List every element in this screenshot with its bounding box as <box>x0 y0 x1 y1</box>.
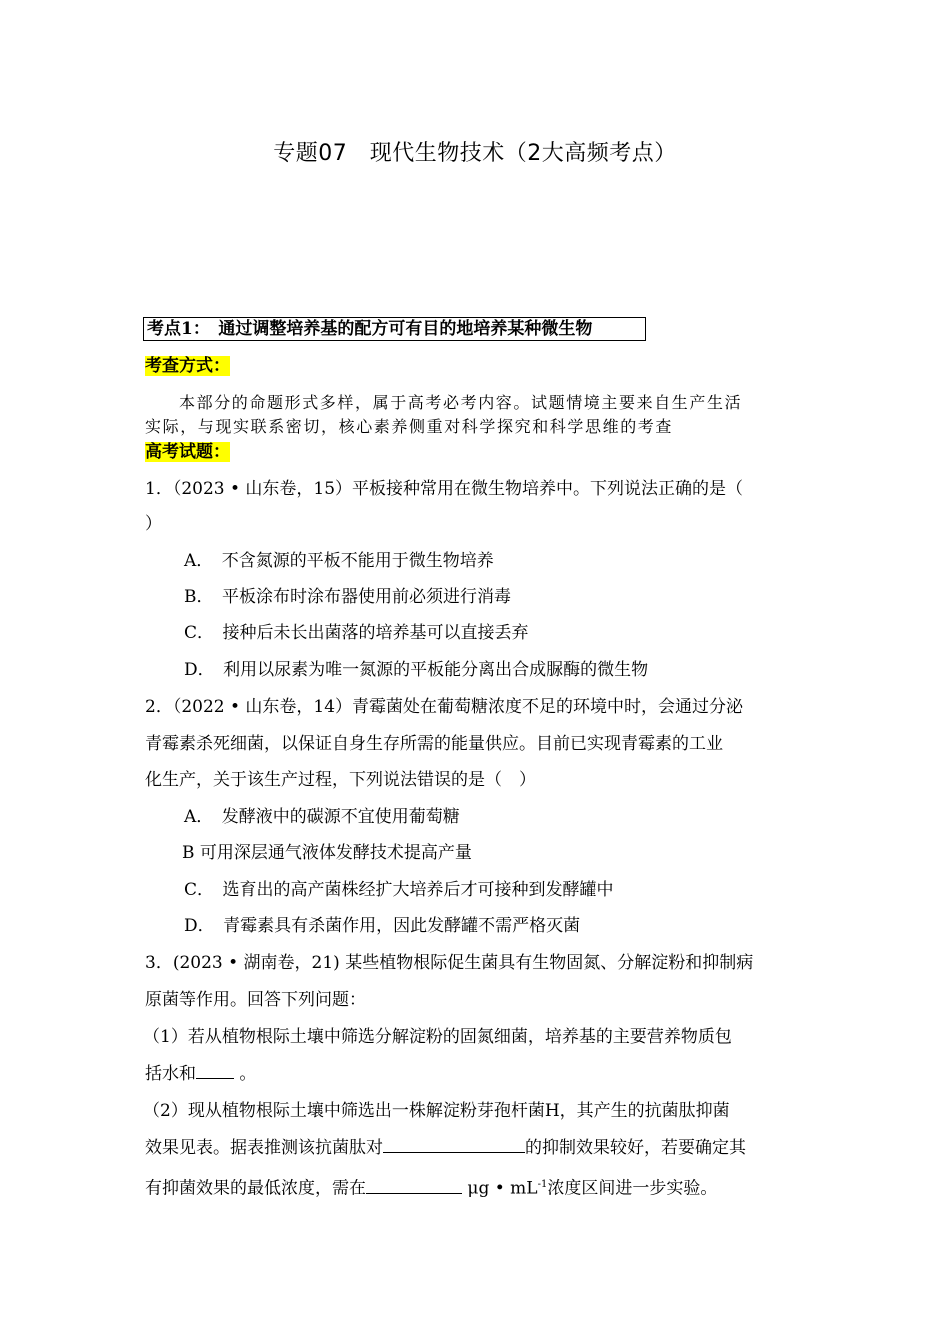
q3-part2-text-b: 的抑制效果较好，若要确定其 <box>525 1138 746 1158</box>
q2-stem-line-1: 2．（2022 • 山东卷，14）青霉菌处在葡萄糖浓度不足的环境中时，会通过分泌 <box>145 697 744 717</box>
q2-option-c: C． 选育出的高产菌株经扩大培养后才可接种到发酵罐中 <box>184 880 614 900</box>
kaodian-heading: 考点1： 通过调整培养基的配方可有目的地培养某种微生物 <box>147 319 593 339</box>
q2-stem-line-3: 化生产，关于该生产过程，下列说法错误的是（ ） <box>145 770 536 790</box>
page-title: 专题07 现代生物技术（2大高频考点） <box>273 141 677 166</box>
q3-part1-text-b: 。 <box>234 1064 257 1084</box>
q1-stem-line-1: 1．（2023 • 山东卷，15）平板接种常用在微生物培养中。下列说法正确的是（ <box>145 479 744 499</box>
q3-part1-line-1: （1）若从植物根际土壤中筛选分解淀粉的固氮细菌，培养基的主要营养物质包 <box>143 1027 732 1047</box>
q3-part2-line-1: （2）现从植物根际土壤中筛选出一株解淀粉芽孢杆菌H，其产生的抗菌肽抑菌 <box>143 1101 730 1121</box>
q3-part2-text-c: 有抑菌效果的最低浓度，需在 <box>145 1178 366 1199</box>
q1-option-c: C． 接种后未长出菌落的培养基可以直接丢弃 <box>184 623 529 643</box>
q3-part2-text-a: 效果见表。据表推测该抗菌肽对 <box>145 1138 383 1158</box>
intro-line-1: 本部分的命题形式多样，属于高考必考内容。试题情境主要来自生产生活 <box>179 393 743 412</box>
q2-option-b: B 可用深层通气液体发酵技术提高产量 <box>182 843 472 863</box>
q3-part1-answer-blank[interactable] <box>196 1064 234 1079</box>
q2-option-d: D． 青霉素具有杀菌作用，因此发酵罐不需严格灭菌 <box>184 916 581 936</box>
q3-part2-answer-blank-2[interactable] <box>366 1179 462 1194</box>
q3-part2-unit-exponent: -1 <box>537 1179 548 1190</box>
q3-stem-line-1: 3．(2023 • 湖南卷，21) 某些植物根际促生菌具有生物固氮、分解淀粉和抑制病 <box>145 953 754 973</box>
q1-option-a: A． 不含氮源的平板不能用于微生物培养 <box>184 551 494 571</box>
q1-option-b: B． 平板涂布时涂布器使用前必须进行消毒 <box>184 587 511 607</box>
q1-stem-line-2: ） <box>145 514 162 534</box>
q3-part2-unit: μg • mL <box>462 1178 538 1199</box>
q3-part1-line-2 <box>145 1063 256 1085</box>
q3-part2-text-d: 浓度区间进一步实验。 <box>547 1178 718 1199</box>
kaocha-label-line <box>145 355 230 377</box>
q3-stem-line-2: 原菌等作用。回答下列问题： <box>145 990 366 1010</box>
q3-part2-answer-blank-1[interactable] <box>383 1138 525 1153</box>
q1-option-d: D． 利用以尿素为唯一氮源的平板能分离出合成脲酶的微生物 <box>184 660 649 680</box>
q3-part2-line-2 <box>145 1137 746 1159</box>
q2-option-a: A． 发酵液中的碳源不宜使用葡萄糖 <box>184 807 460 827</box>
shiti-label: 高考试题： <box>145 442 230 462</box>
intro-line-2: 实际，与现实联系密切，核心素养侧重对科学探究和科学思维的考查 <box>145 417 674 436</box>
kaocha-label: 考查方式： <box>145 356 230 376</box>
shiti-label-line <box>145 441 230 463</box>
q2-stem-line-2: 青霉素杀死细菌，以保证自身生存所需的能量供应。目前已实现青霉素的工业 <box>145 734 723 754</box>
q3-part1-text-a: 括水和 <box>145 1064 196 1084</box>
q3-part2-line-3 <box>145 1174 717 1200</box>
